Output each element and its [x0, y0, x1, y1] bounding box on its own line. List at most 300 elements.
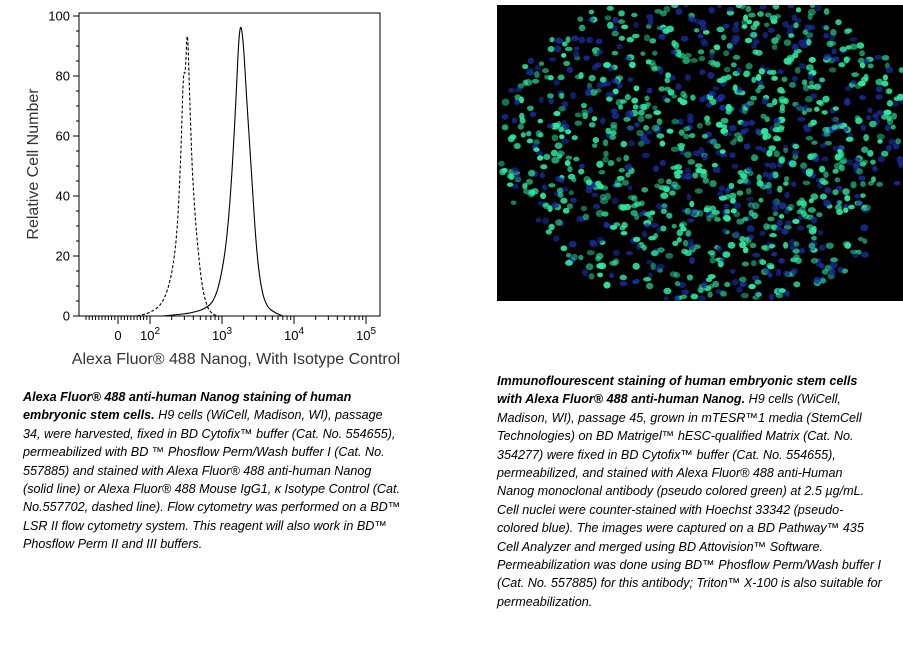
hoechst-nucleus: [767, 173, 774, 180]
hoechst-nucleus: [588, 107, 593, 114]
hoechst-nucleus: [654, 266, 659, 272]
nanog-positive-cell: [521, 132, 526, 138]
hoechst-nucleus: [707, 72, 714, 79]
hoechst-nucleus: [740, 281, 747, 286]
nanog-positive-cell: [593, 137, 599, 143]
nanog-positive-cell: [555, 142, 563, 149]
isotype-control-curve: [137, 36, 217, 316]
hoechst-nucleus: [888, 139, 896, 145]
nanog-positive-cell: [656, 133, 664, 138]
hoechst-nucleus: [567, 67, 573, 73]
nanog-positive-cell: [837, 200, 842, 205]
hoechst-nucleus: [685, 168, 691, 174]
hoechst-nucleus: [760, 5, 767, 9]
hoechst-nucleus: [872, 166, 878, 172]
hoechst-nucleus: [878, 156, 885, 163]
nanog-positive-cell: [582, 112, 588, 119]
hoechst-nucleus: [681, 36, 689, 42]
nanog-positive-cell: [561, 53, 566, 58]
nanog-positive-cell: [702, 134, 708, 139]
nanog-positive-cell: [604, 282, 611, 289]
nanog-positive-cell: [543, 203, 549, 209]
hoechst-nucleus: [838, 145, 844, 150]
hoechst-nucleus: [526, 71, 534, 76]
nanog-positive-cell: [586, 263, 594, 270]
hoechst-nucleus: [837, 267, 843, 273]
hoechst-nucleus: [583, 55, 590, 60]
hoechst-nucleus: [502, 114, 509, 120]
hoechst-nucleus: [563, 124, 569, 130]
right-caption-body: H9 cells (WiCell, Madison, WI), passage 45, grown in mTESR™1 media (StemCell Technologies) on BD Matrigel™ hESC-qualified Matrix (Cat. No. 354277) were fixed in BD Cytofix™ buffer (Cat. No. 554655), permeabilized, and stained with Alexa Fluor® 488 anti-Human Nanog monoclonal antibody (pseudo colored green) at 2.5 µg/mL. Cell nuclei were counter-stained with Hoechst 33342 (pseudo-colored blue). The images were captured on a BD Pathway™ 435 Cell Analyzer and merged using BD Attovision™ Software. Permeabilization was done using BD™ Phosflow Perm/Wash buffer I (Cat. No. 557885) for this antibody; Triton™ X-100 is also suitable for permeabilization.: [497, 392, 882, 609]
nanog-positive-cell: [895, 138, 901, 144]
nanog-positive-cell: [750, 32, 757, 38]
nanog-positive-cell: [744, 70, 751, 76]
nanog-positive-cell: [792, 219, 799, 224]
nanog-positive-cell: [534, 71, 540, 78]
nanog-positive-cell: [499, 169, 506, 176]
nanog-positive-cell: [548, 46, 555, 52]
nanog-positive-cell: [623, 155, 629, 162]
nanog-positive-cell: [518, 124, 524, 130]
nanog-positive-cell: [523, 80, 529, 86]
nanog-positive-cell: [685, 208, 691, 215]
nanog-positive-cell: [784, 39, 791, 46]
hoechst-nucleus: [658, 34, 663, 39]
nanog-positive-cell: [559, 134, 564, 139]
nanog-positive-cell: [738, 170, 744, 175]
hoechst-nucleus: [823, 33, 829, 39]
nanog-positive-cell: [829, 41, 836, 46]
nanog-positive-cell: [671, 94, 677, 98]
nanog-positive-cell: [557, 151, 565, 157]
hoechst-nucleus: [859, 95, 866, 100]
hoechst-nucleus: [687, 117, 694, 123]
hoechst-nucleus: [776, 269, 782, 276]
nanog-positive-cell: [612, 51, 619, 56]
nanog-positive-cell: [666, 179, 672, 185]
hoechst-nucleus: [772, 200, 779, 205]
nanog-positive-cell: [751, 77, 756, 83]
hoechst-nucleus: [536, 217, 542, 222]
nanog-positive-cell: [695, 163, 703, 168]
nanog-positive-cell: [779, 108, 785, 113]
hoechst-nucleus: [855, 194, 860, 199]
hoechst-nucleus: [727, 7, 734, 12]
nanog-positive-cell: [589, 122, 596, 127]
nanog-positive-cell: [796, 7, 801, 12]
y-axis: [48, 9, 79, 324]
nanog-positive-cell: [727, 43, 733, 49]
nanog-positive-cell: [819, 101, 824, 107]
hoechst-nucleus: [508, 88, 514, 93]
hoechst-nucleus: [574, 46, 580, 51]
hoechst-nucleus: [778, 258, 785, 264]
hoechst-nucleus: [771, 252, 778, 257]
hoechst-nucleus: [752, 253, 760, 258]
nanog-positive-cell: [887, 100, 893, 107]
nanog-positive-cell: [669, 190, 676, 196]
right-caption-title: Immunoflourescent staining of human embryonic stem cells with Alexa Fluor® 488 anti-human Nanog.: [497, 374, 858, 407]
hoechst-nucleus: [562, 187, 569, 192]
nanog-positive-cell: [621, 231, 628, 235]
nanog-positive-cell: [553, 111, 560, 116]
nanog-positive-cell: [607, 6, 614, 11]
left-caption-title: Alexa Fluor® 488 anti-human Nanog staining of human embryonic stem cells.: [23, 390, 352, 423]
nanog-positive-cell: [587, 250, 595, 255]
nanog-positive-cell: [838, 62, 845, 67]
nanog-positive-cell: [558, 192, 564, 198]
nanog-positive-cell: [679, 129, 685, 135]
nanog-positive-cell: [609, 135, 616, 140]
nanog-positive-cell: [605, 128, 611, 134]
nanog-positive-cell: [868, 181, 874, 186]
nanog-positive-cell: [886, 88, 893, 94]
nanog-positive-cell: [766, 182, 772, 189]
nanog-positive-cell: [739, 277, 747, 282]
hoechst-nucleus: [555, 176, 561, 182]
hoechst-nucleus: [759, 231, 765, 237]
nanog-positive-cell: [684, 151, 692, 158]
nanog-positive-cell: [533, 147, 539, 152]
nanog-positive-cell: [809, 153, 817, 160]
nanog-positive-cell: [733, 84, 738, 91]
nanog-positive-cell: [663, 185, 671, 191]
nanog-positive-cell: [722, 251, 730, 258]
nanog-positive-cell: [526, 131, 531, 137]
nanog-positive-cell: [790, 257, 797, 262]
nanog-positive-cell: [781, 77, 787, 82]
nanog-positive-cell: [870, 160, 876, 165]
nanog-positive-cell: [751, 154, 758, 161]
nanog-positive-cell: [811, 193, 819, 200]
nanog-positive-cell: [718, 261, 724, 267]
hoechst-nucleus: [685, 173, 692, 180]
hoechst-nucleus: [784, 208, 789, 214]
hoechst-nucleus: [647, 88, 653, 94]
nanog-positive-cell: [724, 282, 730, 287]
hoechst-nucleus: [585, 89, 591, 96]
nanog-positive-cell: [658, 178, 664, 184]
nanog-positive-cell: [783, 181, 789, 186]
hoechst-nucleus: [755, 128, 761, 135]
nanog-positive-cell: [783, 148, 788, 154]
nanog-positive-cell: [737, 179, 743, 184]
hoechst-nucleus: [777, 219, 783, 226]
nanog-positive-cell: [720, 149, 726, 154]
hoechst-nucleus: [740, 129, 746, 135]
nanog-positive-cell: [633, 263, 640, 270]
hoechst-nucleus: [709, 53, 714, 59]
hoechst-nucleus: [515, 87, 523, 92]
nanog-positive-cell: [771, 76, 778, 81]
nanog-positive-cell: [547, 93, 554, 98]
nanog-positive-cell: [674, 272, 680, 278]
hoechst-nucleus: [792, 14, 798, 21]
hoechst-nucleus: [642, 231, 647, 238]
hoechst-nucleus: [688, 15, 694, 21]
nanog-positive-cell: [695, 188, 703, 194]
nanog-positive-cell: [514, 143, 521, 149]
hoechst-nucleus: [627, 77, 633, 82]
nanog-positive-cell: [636, 130, 643, 137]
nanog-positive-cell: [646, 283, 653, 290]
hoechst-nucleus: [553, 80, 560, 86]
nanog-positive-cell: [767, 217, 774, 222]
histogram-series: [137, 27, 283, 316]
nanog-positive-cell: [882, 55, 890, 61]
nanog-positive-cell: [801, 211, 807, 217]
nanog-positive-cell: [522, 183, 527, 190]
micrograph-cells: [497, 5, 903, 301]
nanog-positive-cell: [600, 194, 606, 200]
hoechst-nucleus: [733, 202, 741, 209]
nanog-positive-cell: [532, 79, 539, 84]
nanog-positive-cell: [769, 244, 774, 249]
nanog-positive-cell: [768, 265, 775, 270]
hoechst-nucleus: [791, 181, 797, 186]
hoechst-nucleus: [617, 44, 623, 50]
nanog-positive-cell: [766, 150, 772, 157]
nanog-positive-cell: [877, 134, 885, 140]
hoechst-nucleus: [671, 50, 678, 54]
nanog-positive-cell: [605, 15, 612, 20]
nanog-positive-cell: [709, 180, 716, 187]
hoechst-nucleus: [653, 165, 659, 172]
nanog-positive-cell: [784, 176, 789, 182]
nanog-positive-cell: [756, 74, 762, 81]
hoechst-nucleus: [596, 82, 604, 88]
nanog-positive-cell: [680, 99, 688, 105]
nanog-positive-cell: [844, 195, 850, 201]
nanog-positive-cell: [527, 139, 533, 144]
nanog-positive-cell: [809, 57, 816, 63]
nanog-positive-cell: [757, 174, 762, 181]
nanog-curve: [163, 27, 283, 316]
hoechst-nucleus: [664, 296, 669, 301]
nanog-positive-cell: [621, 25, 628, 30]
nanog-positive-cell: [526, 179, 533, 185]
nanog-positive-cell: [863, 204, 871, 210]
y-tick-label: 80: [55, 68, 70, 84]
nanog-positive-cell: [724, 209, 730, 214]
nanog-positive-cell: [733, 211, 740, 217]
hoechst-nucleus: [597, 237, 605, 244]
hoechst-nucleus: [785, 290, 790, 297]
nanog-positive-cell: [806, 136, 814, 141]
nanog-positive-cell: [789, 82, 796, 88]
nanog-positive-cell: [863, 134, 869, 141]
nanog-positive-cell: [548, 183, 555, 187]
nanog-positive-cell: [708, 291, 713, 298]
nanog-positive-cell: [671, 147, 679, 152]
hoechst-nucleus: [570, 198, 577, 203]
nanog-positive-cell: [814, 107, 820, 112]
nanog-positive-cell: [565, 47, 573, 52]
hoechst-nucleus: [708, 7, 715, 14]
nanog-positive-cell: [720, 291, 727, 297]
hoechst-nucleus: [620, 281, 628, 286]
nanog-positive-cell: [765, 13, 772, 18]
nanog-positive-cell: [830, 257, 838, 262]
nanog-positive-cell: [644, 34, 650, 41]
nanog-positive-cell: [578, 169, 584, 175]
nanog-positive-cell: [754, 280, 761, 285]
hoechst-nucleus: [843, 127, 848, 132]
nanog-positive-cell: [558, 75, 565, 81]
hoechst-nucleus: [790, 246, 797, 250]
nanog-positive-cell: [592, 143, 597, 148]
hoechst-nucleus: [797, 117, 805, 122]
y-tick-label: 40: [55, 188, 70, 204]
hoechst-nucleus: [781, 228, 788, 234]
nanog-positive-cell: [846, 28, 852, 33]
nanog-positive-cell: [671, 181, 678, 187]
nanog-positive-cell: [689, 133, 696, 138]
nanog-positive-cell: [741, 293, 749, 299]
nanog-positive-cell: [523, 189, 531, 194]
hoechst-nucleus: [628, 126, 634, 131]
hoechst-nucleus: [746, 167, 753, 172]
nanog-positive-cell: [721, 34, 726, 40]
hoechst-nucleus: [791, 268, 798, 274]
nanog-positive-cell: [694, 28, 699, 32]
nanog-positive-cell: [543, 154, 550, 160]
hoechst-nucleus: [624, 56, 631, 60]
nanog-positive-cell: [757, 180, 764, 187]
nanog-positive-cell: [567, 203, 573, 209]
hoechst-nucleus: [875, 94, 882, 99]
hoechst-nucleus: [690, 212, 697, 217]
nanog-positive-cell: [860, 181, 866, 187]
hoechst-nucleus: [651, 223, 659, 228]
nanog-positive-cell: [856, 168, 863, 175]
nanog-positive-cell: [683, 134, 689, 139]
hoechst-nucleus: [646, 130, 652, 134]
nanog-positive-cell: [689, 201, 694, 207]
nanog-positive-cell: [643, 277, 651, 282]
nanog-positive-cell: [678, 146, 684, 152]
nanog-positive-cell: [519, 113, 524, 120]
nanog-positive-cell: [629, 62, 636, 68]
hoechst-nucleus: [821, 157, 829, 162]
nanog-positive-cell: [868, 64, 874, 69]
nanog-positive-cell: [618, 10, 625, 16]
nanog-positive-cell: [774, 150, 780, 157]
nanog-positive-cell: [819, 78, 825, 83]
nanog-positive-cell: [820, 194, 827, 200]
nanog-positive-cell: [652, 51, 657, 56]
nanog-positive-cell: [664, 87, 671, 92]
nanog-positive-cell: [710, 253, 716, 258]
nanog-positive-cell: [561, 245, 568, 251]
hoechst-nucleus: [693, 150, 701, 156]
nanog-positive-cell: [881, 114, 888, 120]
nanog-positive-cell: [559, 93, 564, 99]
hoechst-nucleus: [736, 287, 742, 293]
nanog-positive-cell: [579, 25, 586, 32]
hoechst-nucleus: [593, 204, 600, 210]
nanog-positive-cell: [724, 67, 731, 73]
nanog-positive-cell: [572, 135, 578, 140]
hoechst-nucleus: [578, 37, 585, 44]
hoechst-nucleus: [730, 269, 736, 274]
nanog-positive-cell: [861, 146, 868, 153]
nanog-positive-cell: [642, 245, 647, 251]
nanog-positive-cell: [659, 86, 665, 91]
nanog-positive-cell: [631, 13, 638, 17]
nanog-positive-cell: [859, 50, 865, 56]
nanog-positive-cell: [566, 253, 571, 257]
nanog-positive-cell: [697, 123, 703, 129]
nanog-positive-cell: [614, 183, 622, 187]
hoechst-nucleus: [874, 55, 881, 60]
nanog-positive-cell: [619, 36, 625, 41]
hoechst-nucleus: [675, 8, 682, 15]
nanog-positive-cell: [796, 200, 801, 206]
nanog-positive-cell: [742, 107, 748, 114]
hoechst-nucleus: [625, 164, 633, 170]
nanog-positive-cell: [652, 105, 657, 110]
nanog-positive-cell: [857, 42, 865, 49]
nanog-positive-cell: [848, 205, 855, 210]
nanog-positive-cell: [826, 243, 834, 249]
nanog-positive-cell: [665, 72, 671, 78]
nanog-positive-cell: [808, 122, 814, 127]
x-tick-label: $10^2$: [139, 326, 161, 343]
nanog-positive-cell: [627, 37, 634, 43]
nanog-positive-cell: [843, 208, 848, 213]
nanog-positive-cell: [850, 250, 858, 254]
nanog-positive-cell: [793, 144, 800, 149]
nanog-positive-cell: [769, 233, 777, 237]
nanog-positive-cell: [706, 215, 711, 222]
nanog-positive-cell: [711, 60, 717, 67]
hoechst-nucleus: [687, 218, 695, 222]
nanog-positive-cell: [808, 207, 816, 213]
nanog-positive-cell: [581, 206, 587, 211]
nanog-positive-cell: [664, 98, 670, 103]
nanog-positive-cell: [542, 68, 549, 73]
hoechst-nucleus: [861, 124, 866, 131]
nanog-positive-cell: [844, 57, 849, 64]
nanog-positive-cell: [603, 139, 608, 146]
nanog-positive-cell: [565, 160, 571, 166]
nanog-positive-cell: [822, 127, 829, 133]
nanog-positive-cell: [652, 125, 659, 132]
hoechst-nucleus: [570, 92, 576, 99]
nanog-positive-cell: [508, 174, 514, 180]
nanog-positive-cell: [714, 44, 721, 50]
hoechst-nucleus: [795, 104, 803, 110]
nanog-positive-cell: [699, 288, 704, 293]
hoechst-nucleus: [748, 120, 755, 126]
nanog-positive-cell: [558, 106, 566, 112]
nanog-positive-cell: [876, 182, 883, 187]
nanog-positive-cell: [833, 169, 839, 174]
nanog-positive-cell: [764, 23, 769, 28]
y-tick-label: 60: [55, 128, 70, 144]
nanog-positive-cell: [891, 125, 896, 130]
hoechst-nucleus: [832, 48, 837, 54]
nanog-positive-cell: [609, 261, 616, 266]
hoechst-nucleus: [629, 140, 635, 146]
nanog-positive-cell: [851, 72, 859, 77]
hoechst-nucleus: [808, 74, 814, 80]
hoechst-nucleus: [863, 59, 869, 64]
hoechst-nucleus: [612, 113, 620, 119]
hoechst-nucleus: [845, 86, 852, 91]
left-caption-body: H9 cells (WiCell, Madison, WI), passage 34, were harvested, fixed in BD Cytofix™ buffer (Cat. No. 554655), permeabilized with BD ™ Phosflow Perm/Wash buffer I (Cat. No. 557885) and stained with Alexa Fluor® 488 anti-human Nanog (solid line) or Alexa Fluor® 488 Mouse IgG1, κ Isotype Control (Cat. No.557702, dashed line). Flow cytometry was performed on a BD™ LSR II flow cytometry system. This reagent will also work in BD™ Phosflow Perm II and III buffers.: [23, 408, 401, 552]
